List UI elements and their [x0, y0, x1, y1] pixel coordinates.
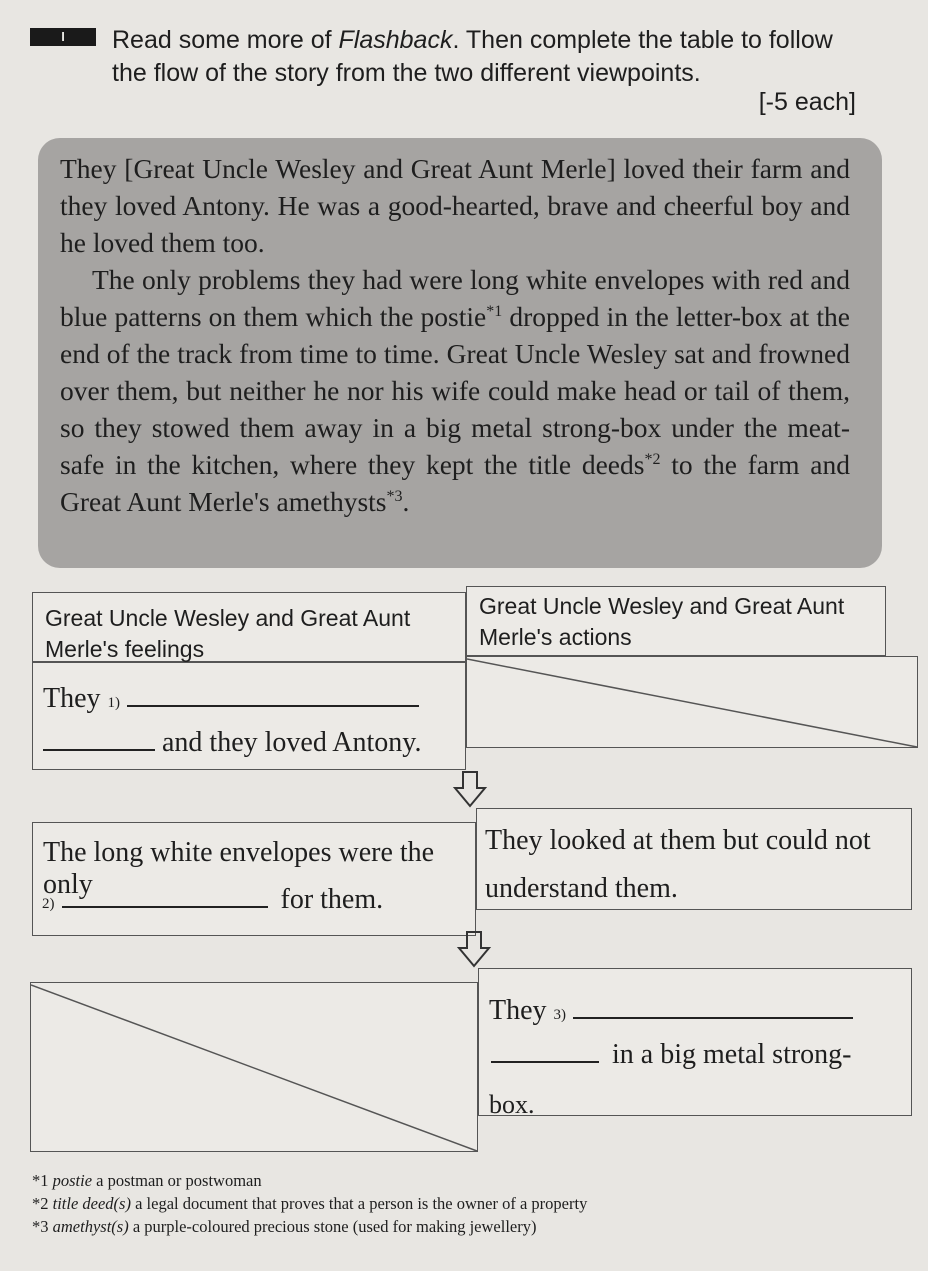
- answer-blank-3[interactable]: [573, 1017, 853, 1019]
- row1-feelings-cell: [32, 662, 466, 770]
- question-number: I: [30, 28, 96, 46]
- footnote-mark-3: *3: [386, 487, 403, 505]
- answer-blank-1-cont[interactable]: [43, 749, 155, 751]
- passage-paragraph-1: They [Great Uncle Wesley and Great Aunt Merle] loved their farm and they loved Antony. He was a good-hearted, brave and cheerful boy and he loved them too.: [60, 153, 850, 258]
- passage-text: The only problems they had were long white envelopes with red and blue patterns on them which the postie: [60, 264, 850, 332]
- passage-paragraph-2: [60, 261, 850, 520]
- blank-number-2-wrap: [42, 884, 55, 915]
- row3-mid: in a big metal strong-: [612, 1039, 852, 1070]
- reading-passage: [38, 138, 882, 568]
- row2-feelings-end: for them.: [280, 884, 384, 915]
- footnote-mark: *2: [32, 1194, 49, 1213]
- header-actions: Great Uncle Wesley and Great Aunt Merle's actions: [466, 586, 886, 656]
- row2-actions: They looked at them but could not understand them.: [485, 825, 871, 904]
- footnote-term: title deed(s): [52, 1194, 131, 1213]
- blank-number-1: 1): [107, 695, 121, 711]
- footnote-mark: *1: [32, 1171, 49, 1190]
- instruction: [112, 24, 872, 90]
- footnote-mark: *3: [32, 1217, 49, 1236]
- footnote-term: amethyst(s): [52, 1217, 129, 1236]
- passage-text: .: [402, 486, 410, 517]
- row2-feelings-cell: [32, 822, 476, 936]
- blank-number-2: 2): [42, 896, 55, 912]
- footnote-mark-2: *2: [644, 450, 661, 468]
- row2-actions-cell: [476, 808, 912, 910]
- row3-feelings-cell-empty: [30, 982, 478, 1152]
- down-arrow-icon: [456, 930, 492, 970]
- points-label: [-5 each]: [758, 88, 856, 116]
- footnote-definition: a legal document that proves that a person is the owner of a property: [135, 1194, 588, 1213]
- row1-end: and they loved Antony.: [162, 727, 422, 758]
- blank-number-3: 3): [553, 1007, 567, 1023]
- diagonal-strike: [31, 983, 479, 1153]
- diagonal-strike: [467, 657, 919, 749]
- footnote-2: [32, 1193, 587, 1215]
- footnote-3: [32, 1216, 536, 1238]
- footnote-term: postie: [52, 1171, 93, 1190]
- footnote-definition: a purple-coloured precious stone (used for making jewellery): [132, 1217, 537, 1236]
- row2-feelings-start: The long white envelopes were the only: [43, 837, 435, 900]
- row3-actions-cell: [478, 968, 912, 1119]
- passage-text: to the farm and Great Aunt Merle's amethysts: [60, 449, 850, 517]
- row2-blank-line: [42, 884, 383, 916]
- passage-text: dropped in the letter-box at the end of the track from time to time. Great Uncle Wesley sat and frowned over them, but neither he nor his wife could make head or tail of them, so they stowed them away in a big metal strong-box under the meat-safe in the kitchen, where they kept the title deeds: [60, 301, 850, 480]
- row3-start: They: [489, 995, 547, 1026]
- header-feelings: Great Uncle Wesley and Great Aunt Merle's feelings: [32, 592, 466, 662]
- instruction-suffix: . Then complete the table to follow the flow of the story from the two different viewpoints.: [112, 26, 833, 87]
- footnote-1: [32, 1170, 262, 1192]
- book-title: Flashback: [338, 26, 453, 54]
- row1-actions-cell-empty: [466, 656, 918, 748]
- footnote-mark-1: *1: [486, 302, 503, 320]
- instruction-prefix: Read some more of: [112, 26, 339, 54]
- answer-blank-1[interactable]: [127, 705, 419, 707]
- down-arrow-icon: [452, 770, 488, 810]
- answer-blank-2[interactable]: [62, 906, 268, 908]
- footnote-definition: a postman or postwoman: [96, 1171, 262, 1190]
- row3-end: box.: [489, 1090, 535, 1119]
- row1-start: They: [43, 683, 101, 714]
- answer-blank-3-cont[interactable]: [491, 1061, 599, 1063]
